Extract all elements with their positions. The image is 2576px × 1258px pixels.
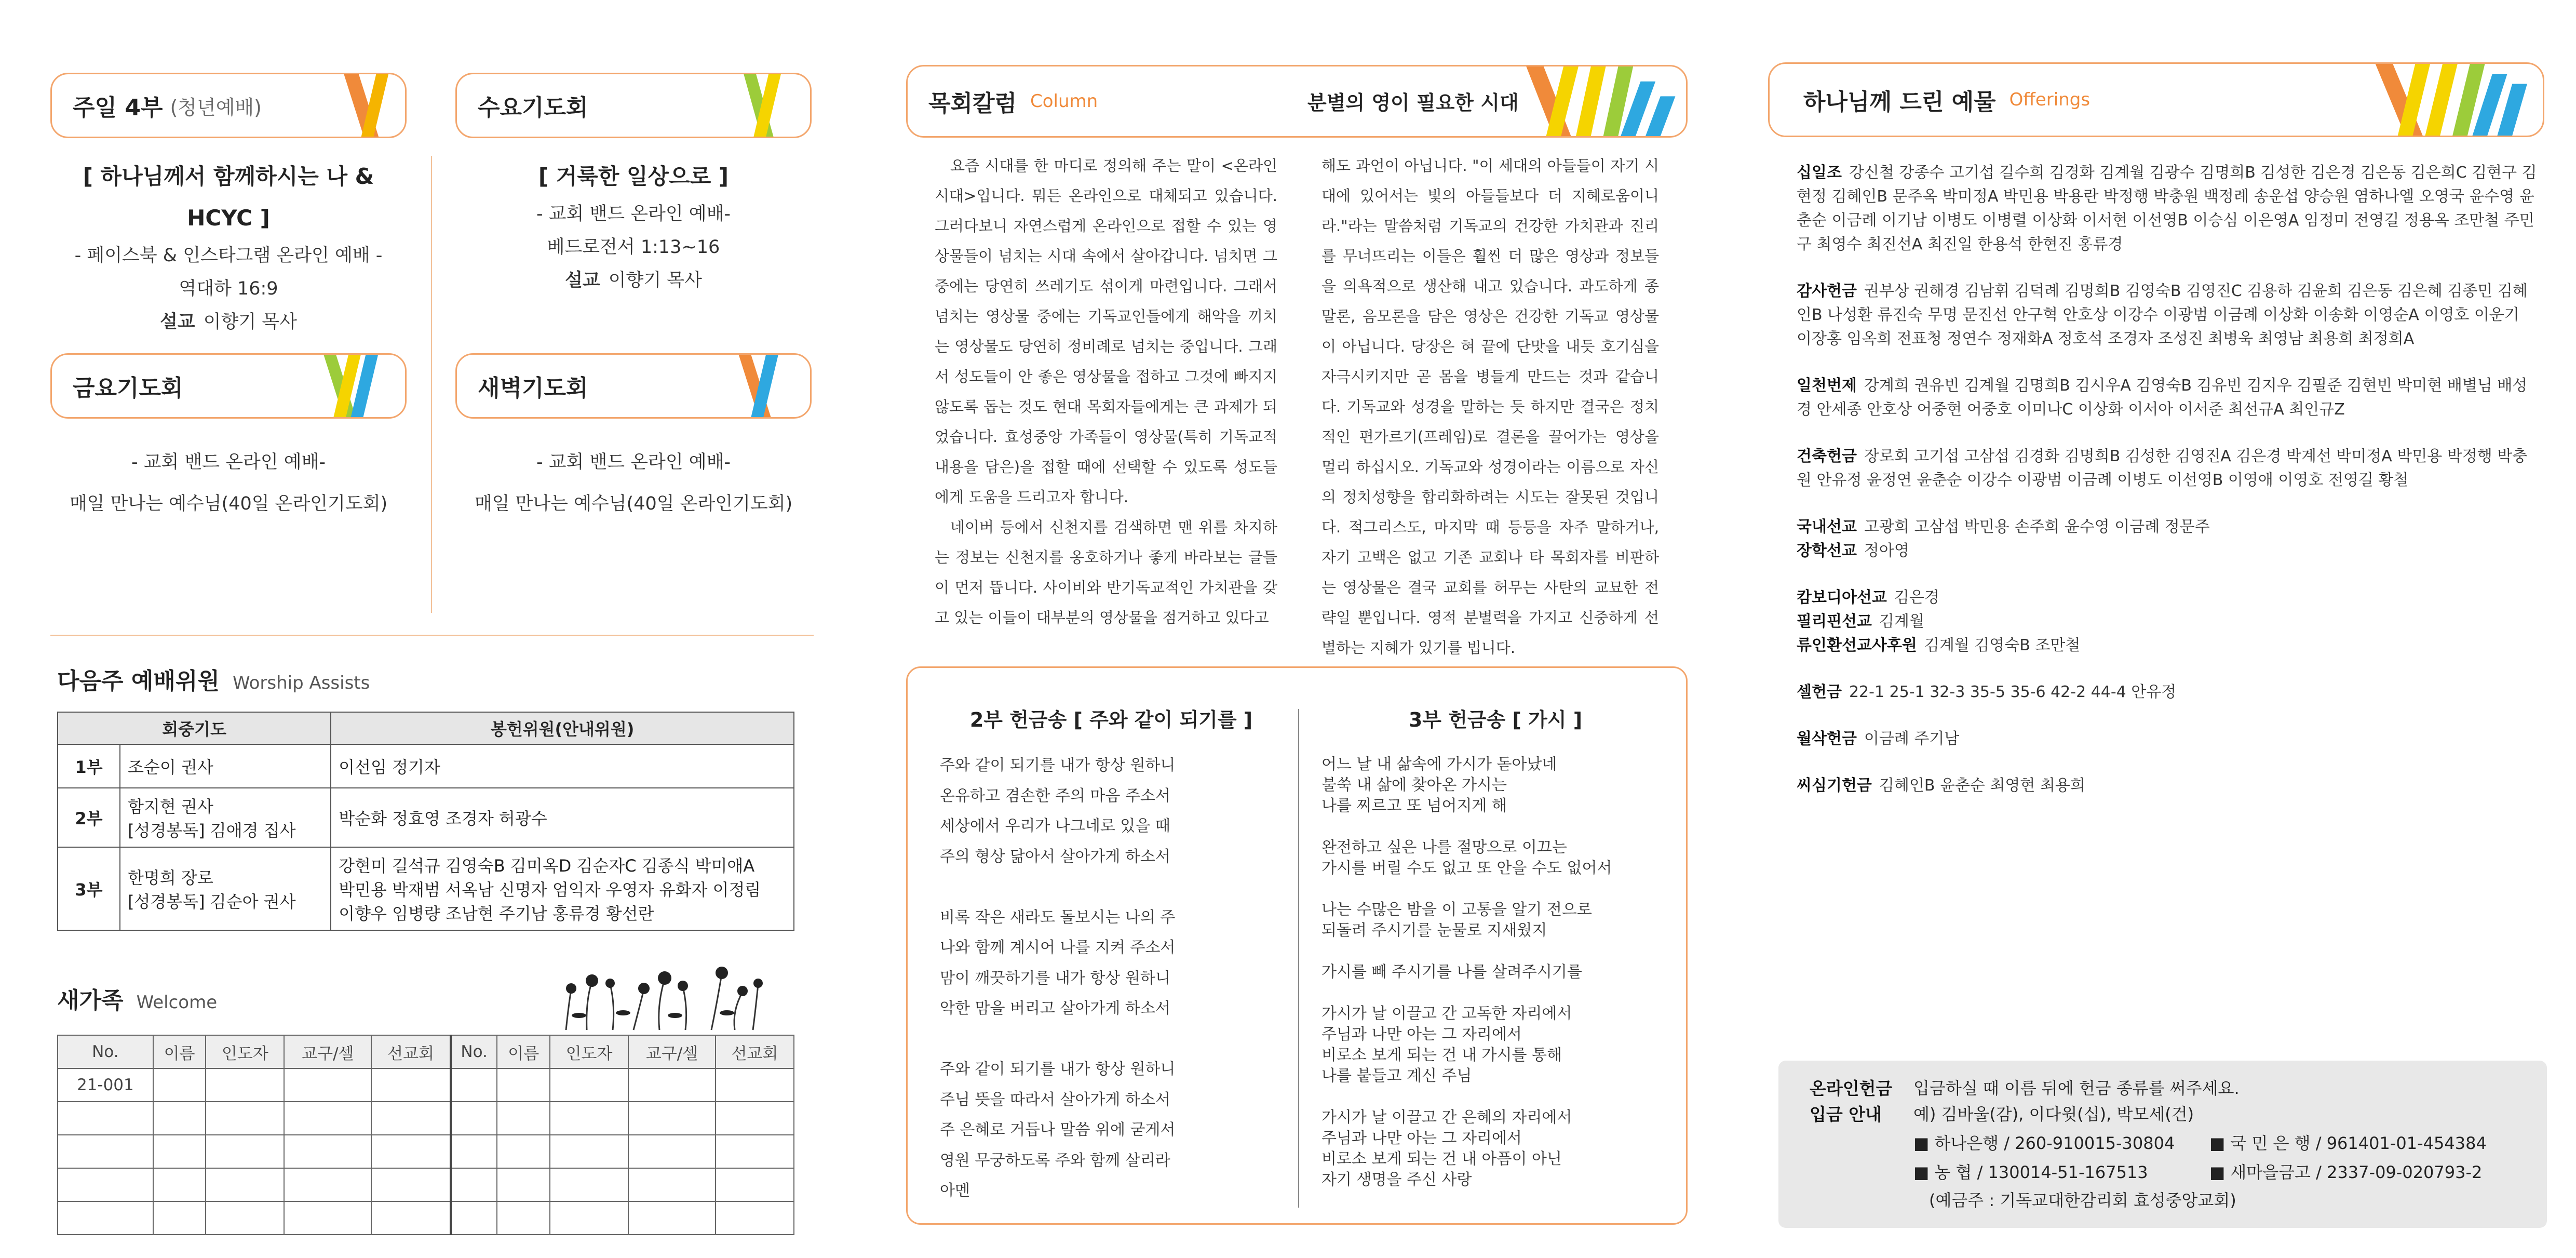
col-no: No. [451,1035,497,1068]
lyric-gap [940,872,1175,903]
offering-group [1797,279,2539,351]
offering-label: 십일조 [1797,164,1842,182]
wednesday-title: 수요기도회 [478,95,588,121]
offering-label: 일천번제 [1797,377,1857,395]
lyric-line: 되돌려 주시기를 눈물로 지새웠지 [1321,921,1547,940]
offerings-title-en: Offerings [2009,89,2091,110]
wednesday-line1: - 교회 밴드 온라인 예배- [536,204,731,224]
lyric-line: 비로소 보게 되는 건 내 가시를 통해 [1321,1046,1562,1064]
friday-header [50,353,407,419]
offering-group [1797,634,2539,658]
offering-names: 강현미 길석규 김영숙B 김미옥D 김순자C 김종식 박미애A [339,856,755,876]
offering-label: 건축헌금 [1797,447,1857,465]
column-paragraph: 네이버 등에서 신천지를 검색하면 맨 위를 차지하는 정보는 신천지를 옹호하거나 좋게 바라보는 글들이 먼저 뜹니다. 사이비와 반기독교적인 가치관을 갖고 있는 이들이 대부분의 영상물을 점거하고 있다고 [935,518,1277,626]
section-divider [50,635,814,636]
sunday4-header [50,73,407,138]
offering-group [1797,374,2539,422]
lyric-line: 자기 생명을 주신 사랑 [1321,1171,1472,1189]
stripe-decoration-icon [1513,66,1687,136]
wednesday-header [455,73,812,138]
col-mission: 선교회 [371,1035,451,1068]
newfamily-table [57,1035,794,1235]
table-row [58,847,794,930]
service-label: 1부 [58,744,120,788]
column-paragraph: 요즘 시대를 한 마디로 정의해 주는 말이 <온라인 시대>입니다. 뭐든 온라인으로 대체되고 있습니다. 그러다보니 자연스럽게 온라인으로 접할 수 있는 영상물들이 넘치는 시대 속에서 살아갑니다. 넘치면 그 중에는 당연히 쓰레기도 섞이게 마련입니다. 그래서 넘치는 영상물 중에는 기독교인들에게 해악을 끼치는 영상물도 당연히 정비례로 넘치는 중입니다. 그래서 성도들이 안 좋은 영상물을 접하고 그것에 빠지지 않도록 돕는 것도 현대 목회자들에게는 큰 과제가 되었습니다. 효성중앙 가족들이 영상물(특히 기독교적 내용을 담은)을 접할 때에 선택할 수 있도록 성도들에게 도움을 드리고자 합니다. [935,157,1277,506]
offering-label: 류인환선교사후원 [1797,636,1917,654]
lyric-line: 나를 찌르고 또 넘어지게 해 [1321,797,1507,815]
worship-col-prayer: 회중기도 [58,712,331,744]
offering-group [1797,774,2539,798]
prayer-name: 함지현 권사 [128,797,213,817]
col-name: 이름 [153,1035,206,1068]
stripe-decoration-icon [332,74,405,137]
sunday4-content [50,156,407,339]
lyric-line: 불쑥 내 삶에 찾아온 가시는 [1321,776,1507,794]
lyric-gap [1321,983,1612,1003]
hymn2-lyrics [1321,754,1612,1190]
sunday4-line1: - 페이스북 & 인스타그램 온라인 예배 - [74,245,383,266]
dawn-content [455,441,812,525]
sunday4-subtitle: (청년예배) [170,96,262,119]
offering-names: 22-1 25-1 32-3 35-5 35-6 42-2 44-4 안유정 [1849,683,2177,701]
table-row [58,744,794,788]
friday-content [50,441,407,525]
reading-name: [성경봉독] 김애경 집사 [128,821,296,840]
offering-names: 박민용 박재범 서옥남 신명자 엄익자 우영자 유화자 이정림 [339,880,761,900]
newfamily-title-ko: 새가족 [57,987,124,1014]
table-row [58,1068,794,1102]
lyric-gap [940,1024,1175,1055]
table-row [58,788,794,847]
offering-names: 김은경 [1894,588,1939,607]
column-title-en: Column [1030,91,1098,112]
col-cell: 교구/셀 [284,1035,371,1068]
lyric-line: 나와 함께 계시어 나를 지켜 주소서 [940,939,1176,957]
offering-names: 강계희 권유빈 김계월 김명희B 김시우A 김영숙B 김유빈 김지우 김필준 김현빈 박미현 배별님 배성경 안세종 안호상 어중현 어중호 이미나C 이상화 이서아 이서준 최선규A 최인규Z [1797,377,2528,419]
hymn1-title: 2부 헌금송 [ 주와 같이 되기를 ] [969,708,1253,731]
offering-names: 박순화 정효영 조경자 허광수 [331,788,794,847]
lyric-line: 가시를 버릴 수도 없고 또 안을 수도 없어서 [1321,859,1612,877]
offering-label: 씨심기헌금 [1797,777,1872,795]
column-header [906,65,1688,138]
col-mission: 선교회 [716,1035,794,1068]
offering-group [1797,680,2539,704]
sunday4-heading: [ 하나님께서 함께하시는 나 & HCYC ] [83,164,374,231]
offering-names: 장로회 고기섭 고삼섭 김경화 김명희B 김성한 김영진A 김은경 박계선 박미정A 박민용 박정행 박충원 안유정 윤정연 윤춘순 이강수 이광범 이금례 이병도 이선영B 이영애 이영호 전영길 황철 [1797,447,2528,489]
sermon-label: 설교 [160,312,195,332]
dawn-line2: 매일 만나는 예수님(40일 온라인기도회) [474,493,793,514]
hymn1-lyrics [940,751,1175,1207]
lyric-line: 비로소 보게 되는 건 내 아픔이 아닌 [1321,1150,1562,1168]
offering-names: 김혜인B 윤춘순 최영현 최용희 [1879,777,2085,795]
hymn2-title: 3부 헌금송 [ 가시 ] [1408,708,1583,731]
bank-account: ■ 국 민 은 행 / 961401-01-454384 [2209,1133,2487,1153]
table-row [58,1102,794,1135]
offering-names: 정아영 [1864,542,1909,560]
lyric-line: 주님 뜻을 따라서 살아가게 하소서 [940,1090,1170,1109]
reading-name: [성경봉독] 김순아 권사 [128,892,296,912]
lyric-gap [1321,879,1612,900]
lyric-line: 주와 같이 되기를 내가 항상 원하니 [940,756,1176,774]
offering-group [1797,586,2539,610]
stripe-decoration-icon [312,355,405,417]
offerings-title: 하나님께 드린 예물 [1803,89,1996,115]
lyric-line: 가시를 빼 주시기를 나를 살려주시기를 [1321,963,1582,981]
column-paragraph: 해도 과언이 아닙니다. "이 세대의 아들들이 자기 시대에 있어서는 빛의 아들들보다 더 지혜로움이니라."라는 말씀처럼 기독교의 건강한 가치관과 진리를 무너뜨리는 이들은 훨씬 더 많은 영상과 정보들을 의욕적으로 생산해 내고 있습니다. 과도하게 종말론, 음모론을 담은 영상은 건강한 기독교 영상물이 아닙니다. 당장은 혀 끝에 단맛을 내듯 호기심을 자극시키지만 곧 몸을 병들게 만드는 것과 같습니다. 기독교와 성경을 말하는 듯 하지만 결국은 정치적인 편가르기(프레임)로 결론을 끌어가는 영상을 멀리 하십시오. 기독교와 성경이라는 이름으로 자신의 정치성향을 합리화하려는 시도는 잘못된 것입니다. 적그리스도, 마지막 때 등등을 자주 말하거나, 자기 고백은 없고 기존 교회나 타 목회자를 비판하는 영상물은 결국 교회를 허무는 사탄의 교묘한 전략일 뿐입니다. 영적 분별력을 가지고 신중하게 선별하는 지혜가 있기를 빕니다. [1321,157,1659,657]
offering-label: 감사헌금 [1797,282,1857,300]
prayer-name: 한명희 장로 [128,868,213,888]
sermon-label: 설교 [565,270,600,291]
table-row [58,1168,794,1201]
lyric-line: 나는 수많은 밤을 이 고통을 알기 전으로 [1321,901,1592,919]
column-body-left [935,151,1277,633]
table-row [58,1135,794,1168]
service-label: 3부 [58,847,120,930]
col-leader: 인도자 [206,1035,284,1068]
prayer-cell [120,788,331,847]
dawn-header [455,353,812,419]
worship-title [57,662,370,695]
lyric-line: 주 은혜로 거듭나 말씀 위에 굳게서 [940,1121,1176,1139]
offering-names: 권부상 권해경 김남휘 김덕례 김명희B 김영숙B 김영진C 김용하 김윤희 김은동 김은혜 김종민 김혜인B 나성환 류진숙 무명 문진선 안구혁 안호상 이강수 이광범 이금례 이상화 이송화 이영순A 이영호 이운기 이장홍 임옥희 전표청 정연수 정재화A 정호석 조경자 조성진 최병욱 최영남 최용희 최정희A [1797,282,2528,348]
friday-title: 금요기도회 [73,375,183,402]
flowers-illustration-icon [556,963,763,1031]
offering-label: 장학선교 [1797,542,1857,560]
column-headline: 분별의 영이 필요한 시대 [1307,91,1519,114]
lyric-line: 세상에서 우리가 나그네로 있을 때 [940,817,1170,835]
offerings-list [1797,161,2539,798]
lyric-line: 영원 무궁하도록 주와 함께 살리라 [940,1151,1170,1170]
offering-names: 김계월 김영숙B 조만철 [1924,636,2081,654]
account-holder: (예금주 : 기독교대한감리회 효성중앙교회) [1929,1190,2236,1210]
lyric-line: 가시가 날 이끌고 간 고독한 자리에서 [1321,1005,1572,1023]
wednesday-heading: [ 거룩한 일상으로 ] [538,164,729,189]
offering-cell [331,847,794,930]
sunday4-line2: 역대하 16:9 [179,278,278,299]
lyric-gap [1321,817,1612,837]
offering-label: 월삭헌금 [1797,730,1857,748]
offering-names: 이향우 임병량 조남현 주기남 홍류경 황선란 [339,904,654,924]
col-cell: 교구/셀 [628,1035,716,1068]
lyric-gap [1321,941,1612,962]
offering-names: 김계월 [1879,612,1924,631]
offering-group [1797,515,2539,539]
table-row [58,1201,794,1235]
friday-line2: 매일 만나는 예수님(40일 온라인기도회) [69,493,388,514]
lyric-gap [1321,1087,1612,1107]
offering-label: 필리핀선교 [1797,612,1872,631]
offering-names: 고광희 고삼섭 박민용 손주희 윤수영 이금례 정문주 [1864,518,2210,536]
friday-line1: - 교회 밴드 온라인 예배- [131,452,326,473]
column-divider [431,156,432,613]
lyric-line: 가시가 날 이끌고 간 은혜의 자리에서 [1321,1108,1572,1127]
hymn-divider [1298,709,1299,1208]
prayer-cell [120,847,331,930]
offering-group [1797,539,2539,563]
offering-group [1797,610,2539,634]
offering-label: 국내선교 [1797,518,1857,536]
offering-group [1797,727,2539,751]
newfamily-title-en: Welcome [136,992,218,1013]
newfamily-title [57,982,217,1015]
sunday4-title: 주일 4부 [73,95,163,121]
bank-account: ■ 농 협 / 130014-51-167513 [1913,1162,2148,1182]
lyric-line: 악한 맘을 버리고 살아가게 하소서 [940,999,1170,1018]
col-name: 이름 [497,1035,550,1068]
online-offering-box [1778,1061,2547,1228]
offering-names: 이금례 주기남 [1864,730,1960,748]
online-label: 온라인헌금 [1810,1078,1893,1099]
column-body-right [1321,151,1659,663]
col-no: No. [58,1035,153,1068]
worship-table [57,712,794,931]
lyric-line: 완전하고 싶은 나를 절망으로 이끄는 [1321,838,1567,856]
dawn-line1: - 교회 밴드 온라인 예배- [536,452,731,473]
offering-group [1797,445,2539,492]
lyric-line: 아멘 [940,1182,970,1200]
offering-names: 강신철 강종수 고기섭 길수희 김경화 김계월 김광수 김명희B 김성한 김은경 김은동 김은희C 김현구 김현정 김혜인B 문주옥 박미정A 박민용 박용란 박정행 박충원 백정례 송운섭 양승원 염하나엘 오영국 윤수영 윤춘순 이금례 이기남 이병도 이병렬 이상화 이서현 이선영B 이승심 이은영A 임정미 전영길 정용옥 조만철 주민구 최영수 최진선A 최진일 한용석 한현진 홍류경 [1797,164,2537,253]
bank-account: ■ 하나은행 / 260-910015-30804 [1913,1133,2175,1153]
worship-title-ko: 다음주 예배위원 [57,668,220,694]
offering-names: 이선임 정기자 [331,744,794,788]
worship-col-offering: 봉헌위원(안내위원) [331,712,794,744]
lyric-line: 주님과 나만 아는 그 자리에서 [1321,1025,1522,1043]
lyric-line: 주와 같이 되기를 내가 항상 원하니 [940,1060,1176,1078]
dawn-title: 새벽기도회 [478,375,588,402]
lyric-line: 비록 작은 새라도 돌보시는 나의 주 [940,908,1176,927]
worship-title-en: Worship Assists [232,673,370,693]
lyric-line: 어느 날 내 삶속에 가시가 돋아났네 [1321,755,1557,773]
bank-account: ■ 새마을금고 / 2337-09-020793-2 [2209,1162,2483,1182]
offering-label: 캄보디아선교 [1797,588,1887,607]
offering-label: 셀헌금 [1797,683,1842,701]
sermon-name: 이향기 목사 [203,312,297,332]
stripe-decoration-icon [2367,64,2543,136]
col-leader: 인도자 [550,1035,628,1068]
lyric-line: 나를 붙들고 계신 주님 [1321,1067,1472,1085]
lyric-line: 온유하고 겸손한 주의 마음 주소서 [940,786,1170,805]
stripe-decoration-icon [722,355,810,417]
column-title: 목회칼럼 [928,90,1017,117]
deposit-label: 입금 안내 [1810,1104,1882,1125]
lyric-line: 주님과 나만 아는 그 자리에서 [1321,1129,1522,1147]
wednesday-content [455,156,812,297]
lyric-line: 주의 형상 닮아서 살아가게 하소서 [940,847,1170,866]
stripe-decoration-icon [727,74,810,137]
wednesday-line2: 베드로전서 1:13~16 [547,237,720,258]
sermon-name: 이향기 목사 [608,270,702,291]
prayer-name: 조순이 권사 [120,744,331,788]
online-example: 예) 김바울(감), 이다윗(십), 박모세(건) [1913,1104,2194,1124]
service-label: 2부 [58,788,120,847]
lyric-line: 맘이 깨끗하기를 내가 항상 원하니 [940,969,1170,987]
offerings-header [1768,62,2544,137]
online-instruction: 입금하실 때 이름 뒤에 헌금 종류를 써주세요. [1913,1078,2240,1098]
offering-group [1797,161,2539,257]
newfamily-no: 21-001 [58,1068,153,1102]
